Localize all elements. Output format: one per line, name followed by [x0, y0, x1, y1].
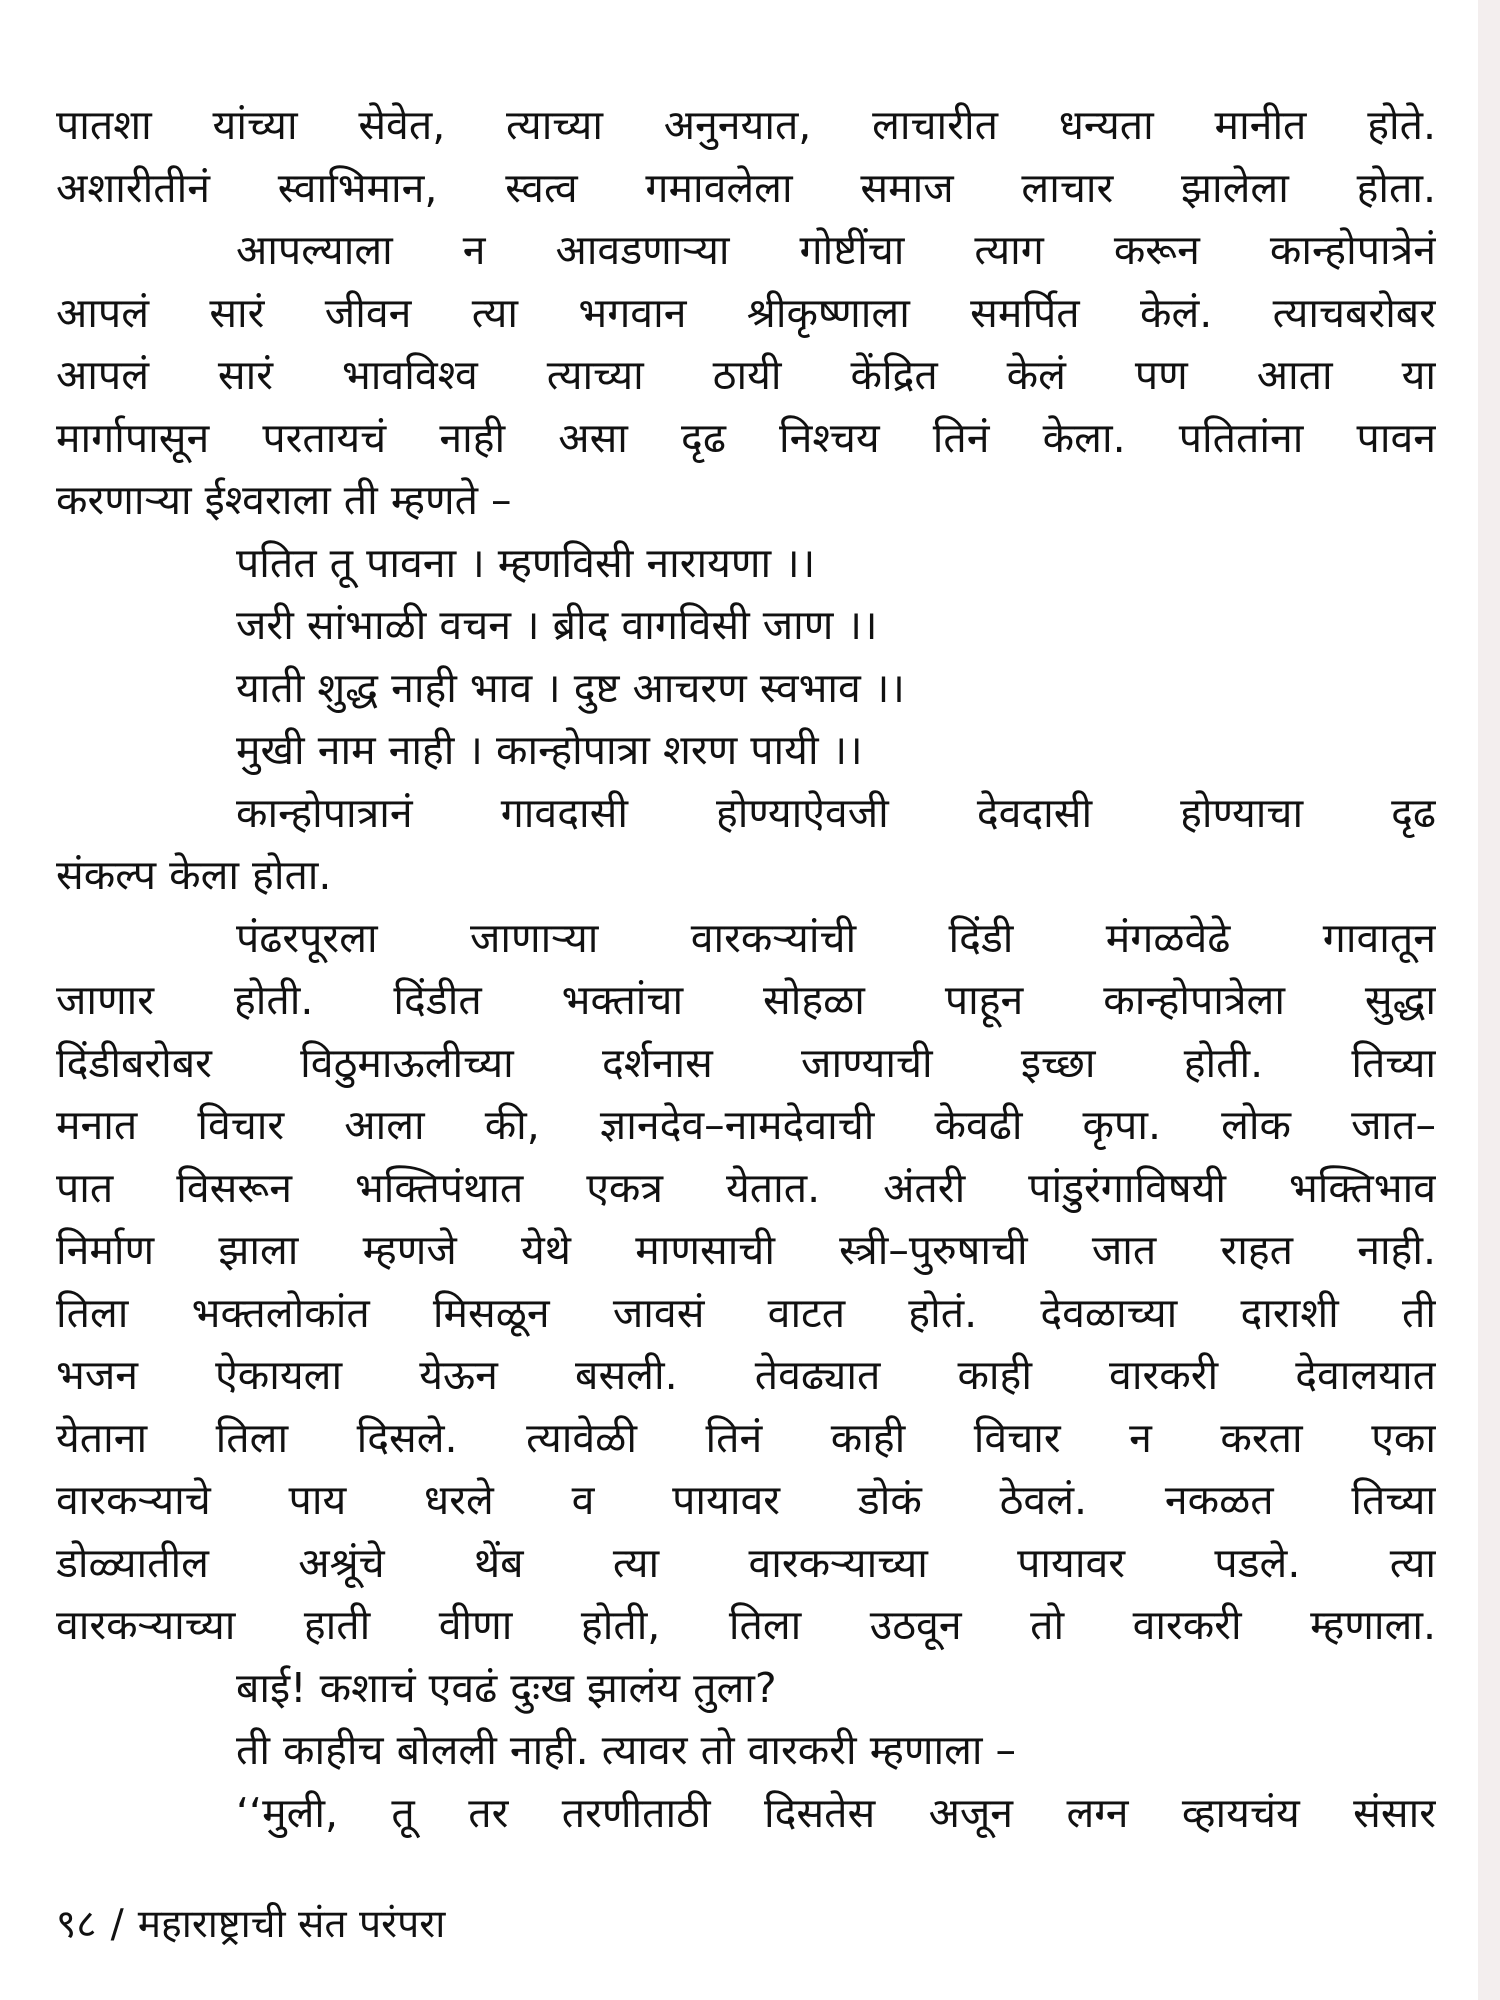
text-line: वारकऱ्याचे पाय धरले व पायावर डोकं ठेवलं. नकळत तिच्या	[56, 1476, 1436, 1524]
page-number: ९८	[56, 1902, 97, 1947]
text-line: निर्माण झाला म्हणजे येथे माणसाची स्त्री–पुरुषाची जात राहत नाही.	[56, 1226, 1436, 1274]
verse-line: याती शुद्ध नाही भाव । दुष्ट आचरण स्वभाव ।।	[236, 663, 905, 712]
text-line: दिंडीबरोबर विठुमाऊलीच्या दर्शनास जाण्याची इच्छा होती. तिच्या	[56, 1038, 1436, 1087]
text-line: करणाऱ्या ईश्वराला ती म्हणते –	[56, 476, 512, 524]
text-line: अशारीतीनं स्वाभिमान, स्वत्व गमावलेला समाज लाचार झालेला होता.	[56, 163, 1436, 212]
text-line: आपलं सारं भावविश्व त्याच्या ठायी केंद्रित केलं पण आता या	[56, 351, 1436, 399]
text-line: आपल्याला न आवडणाऱ्या गोष्टींचा त्याग करून कान्होपात्रेनं	[236, 226, 1436, 274]
text-line: आपलं सारं जीवन त्या भगवान श्रीकृष्णाला समर्पित केलं. त्याचबरोबर	[56, 288, 1436, 337]
text-line: पात विसरून भक्तिपंथात एकत्र येतात. अंतरी पांडुरंगाविषयी भक्तिभाव	[56, 1163, 1436, 1212]
verse-line: जरी सांभाळी वचन । ब्रीद वागविसी जाण ।।	[236, 601, 878, 649]
text-line: जाणार होती. दिंडीत भक्तांचा सोहळा पाहून कान्होपात्रेला सुद्धा	[56, 976, 1436, 1024]
text-line: पातशा यांच्या सेवेत, त्याच्या अनुनयात, लाचारीत धन्यता मानीत होते.	[56, 101, 1436, 149]
dialogue-block	[56, 1657, 1436, 1845]
footer-separator: /	[110, 1902, 124, 1947]
page-edge-shading	[1478, 0, 1500, 2000]
dialogue-line: बाई! कशाचं एवढं दुःख झालंय तुला?	[236, 1663, 777, 1712]
dialogue-line: ‘‘मुली, तू तर तरणीताठी दिसतेस अजून लग्न व्हायचंय संसार	[236, 1788, 1436, 1837]
paragraph-resolve	[56, 782, 1436, 907]
text-line: येताना तिला दिसले. त्यावेळी तिनं काही विचार न करता एका	[56, 1413, 1436, 1462]
text-line: तिला भक्तलोकांत मिसळून जावसं वाटत होतं. देवळाच्या दाराशी ती	[56, 1288, 1436, 1337]
paragraph-dedication	[56, 219, 1436, 532]
text-line: कान्होपात्रानं गावदासी होण्याऐवजी देवदासी होण्याचा दृढ	[236, 788, 1436, 837]
text-line: मनात विचार आला की, ज्ञानदेव–नामदेवाची केवढी कृपा. लोक जात–	[56, 1101, 1436, 1149]
paragraph-intro	[56, 94, 1436, 219]
page-footer	[56, 1900, 445, 1950]
text-line: मार्गापासून परतायचं नाही असा दृढ निश्चय तिनं केला. पतितांना पावन	[56, 413, 1436, 462]
text-line: भजन ऐकायला येऊन बसली. तेवढ्यात काही वारकरी देवालयात	[56, 1351, 1436, 1399]
text-line: संकल्प केला होता.	[56, 851, 332, 899]
text-line: डोळ्यातील अश्रूंचे थेंब त्या वारकऱ्याच्या पायावर पडले. त्या	[56, 1538, 1436, 1587]
text-line: वारकऱ्याच्या हाती वीणा होती, तिला उठवून तो वारकरी म्हणाला.	[56, 1601, 1436, 1649]
paragraph-pandharpur	[56, 907, 1436, 1657]
verse-line: पतित तू पावना । म्हणविसी नारायणा ।।	[236, 538, 816, 587]
dialogue-line: ती काहीच बोलली नाही. त्यावर तो वारकरी म्हणाला –	[236, 1726, 1017, 1774]
text-line: पंढरपूरला जाणाऱ्या वारकऱ्यांची दिंडी मंगळवेढे गावातून	[236, 913, 1436, 962]
page-body	[56, 94, 1436, 1844]
verse-line: मुखी नाम नाही । कान्होपात्रा शरण पायी ।।	[236, 726, 863, 774]
book-title: महाराष्ट्राची संत परंपरा	[137, 1902, 446, 1947]
abhang-verse	[56, 532, 1436, 782]
